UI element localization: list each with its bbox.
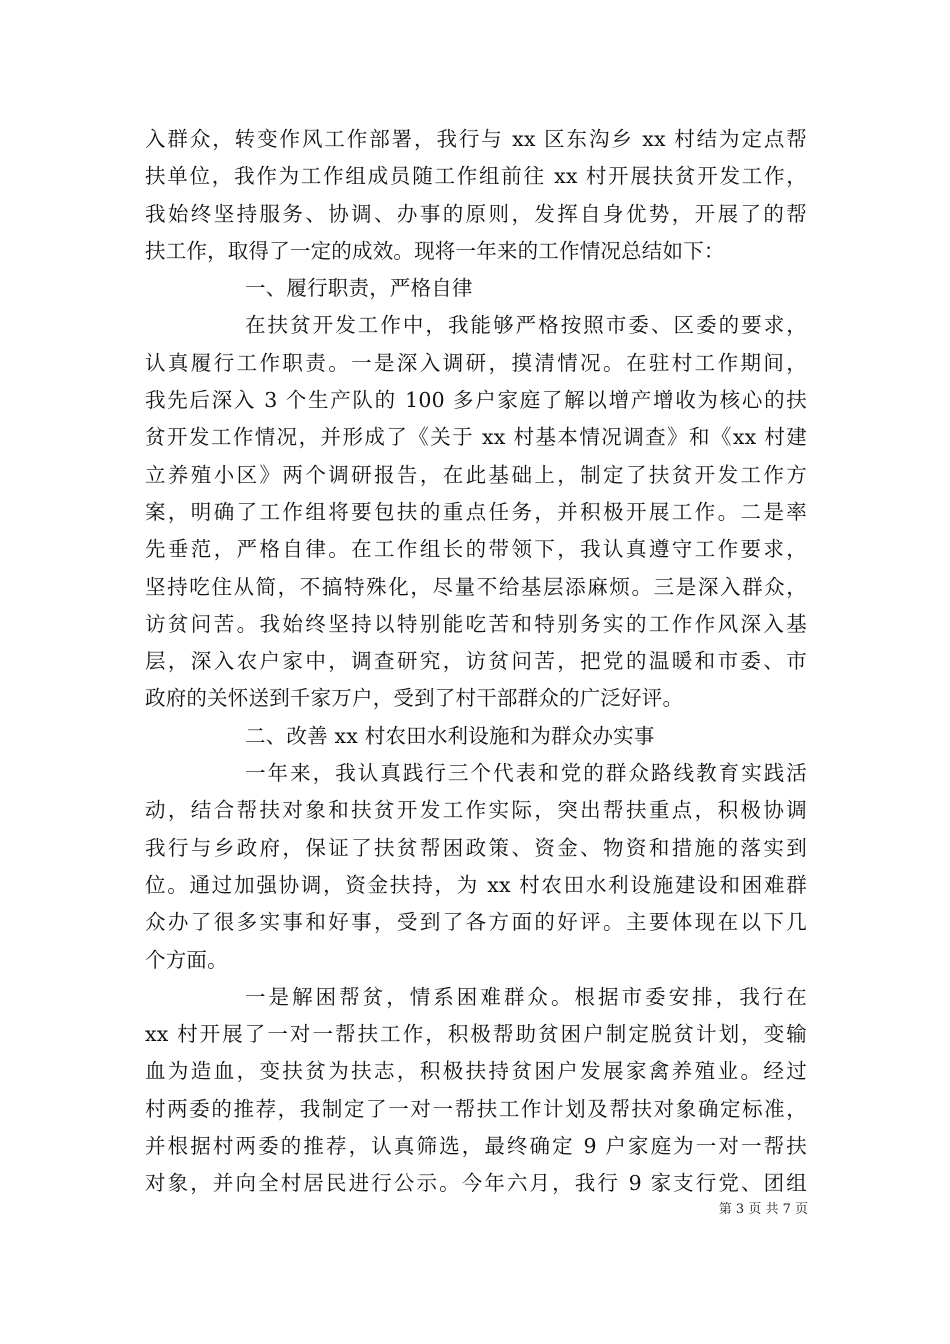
text-line: 访贫问苦。我始终坚持以特别能吃苦和特别务实的工作作风深入基 [145,611,807,636]
document-body [145,121,807,1203]
text-line: 贫开发工作情况，并形成了《关于 xx 村基本情况调查》和《xx 村建 [145,425,807,450]
text-line: 立养殖小区》两个调研报告，在此基础上，制定了扶贫开发工作方 [145,462,807,487]
section-heading: 一、履行职责，严格自律 [245,276,473,301]
text-line: 村两委的推荐，我制定了一对一帮扶工作计划及帮扶对象确定标准， [145,1096,807,1121]
page-number-footer: 第 3 页 共 7 页 [718,1202,808,1217]
text-line: xx 村开展了一对一帮扶工作，积极帮助贫困户制定脱贫计划，变输 [145,1022,807,1047]
text-line: 案，明确了工作组将要包扶的重点任务，并积极开展工作。二是率 [145,499,807,524]
text-line: 个方面。 [145,947,228,972]
text-line: 动，结合帮扶对象和扶贫开发工作实际，突出帮扶重点，积极协调 [145,798,807,823]
text-line: 众办了很多实事和好事，受到了各方面的好评。主要体现在以下几 [145,910,807,935]
text-line: 层，深入农户家中，调查研究，访贫问苦，把党的温暖和市委、市 [145,649,807,674]
text-line: 扶单位，我作为工作组成员随工作组前往 xx 村开展扶贫开发工作， [145,164,807,189]
text-line: 我先后深入 3 个生产队的 100 多户家庭了解以增产增收为核心的扶 [145,388,807,413]
text-line: 政府的关怀送到千家万户，受到了村干部群众的广泛好评。 [145,686,684,711]
text-line: 扶工作，取得了一定的成效。现将一年来的工作情况总结如下： [145,238,725,263]
text-line: 一年来，我认真践行三个代表和党的群众路线教育实践活 [245,761,807,786]
text-line: 在扶贫开发工作中，我能够严格按照市委、区委的要求， [245,313,807,338]
text-line: 位。通过加强协调，资金扶持，为 xx 村农田水利设施建设和困难群 [145,872,807,897]
text-line: 坚持吃住从简，不搞特殊化，尽量不给基层添麻烦。三是深入群众， [145,574,807,599]
text-line: 认真履行工作职责。一是深入调研，摸清情况。在驻村工作期间， [145,350,807,375]
section-heading: 二、改善 xx 村农田水利设施和为群众办实事 [245,723,655,748]
text-line: 并根据村两委的推荐，认真筛选，最终确定 9 户家庭为一对一帮扶 [145,1134,807,1159]
text-line: 先垂范，严格自律。在工作组长的带领下，我认真遵守工作要求， [145,537,807,562]
text-line: 入群众，转变作风工作部署，我行与 xx 区东沟乡 xx 村结为定点帮 [145,127,807,151]
text-line: 我行与乡政府，保证了扶贫帮困政策、资金、物资和措施的落实到 [145,835,807,860]
text-line: 血为造血，变扶贫为扶志，积极扶持贫困户发展家禽养殖业。经过 [145,1059,807,1084]
text-line: 对象，并向全村居民进行公示。今年六月，我行 9 家支行党、团组 [145,1171,807,1196]
text-line: 一是解困帮贫，情系困难群众。根据市委安排，我行在 [245,984,807,1009]
text-line: 我始终坚持服务、协调、办事的原则，发挥自身优势，开展了的帮 [145,201,807,226]
